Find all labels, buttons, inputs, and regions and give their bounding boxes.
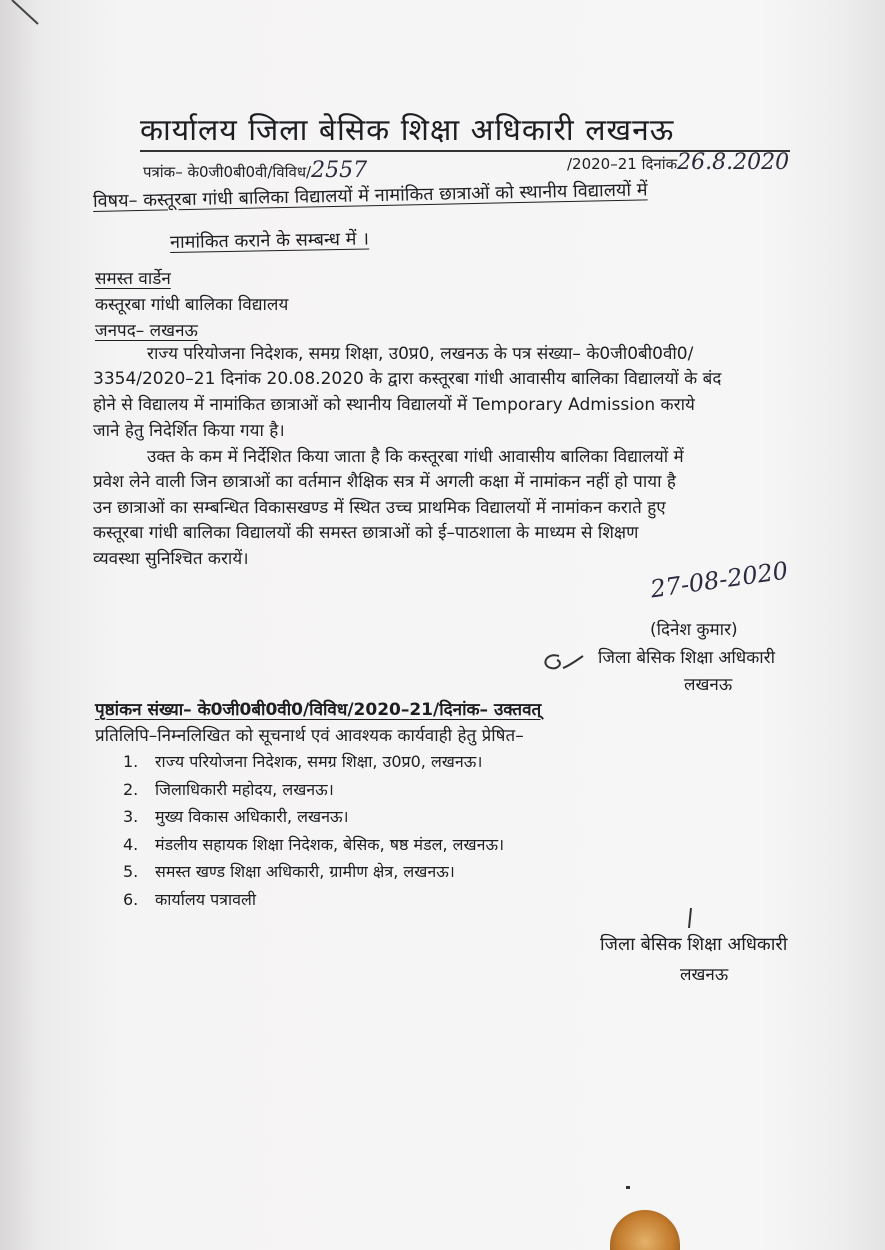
list-item: 1. राज्य परियोजना निदेशक, समग्र शिक्षा, उ0प्र0, लखनऊ। bbox=[123, 752, 483, 771]
corner-mark bbox=[0, 0, 50, 30]
copy-to-line: प्रतिलिपि–निम्नलिखित को सूचनार्थ एवं आवश्यक कार्यवाही हेतु प्रेषित– bbox=[95, 726, 524, 746]
para2-line2: प्रवेश लेने वाली जिन छात्राओं का वर्तमान शैक्षिक सत्र में अगली कक्षा में नामांकन नहीं हो पाया है bbox=[93, 472, 676, 492]
footer-place: लखनऊ bbox=[680, 965, 729, 985]
para1-line1: राज्य परियोजना निदेशक, समग्र शिक्षा, उ0प्र0, लखनऊ के पत्र संख्या– के0जी0बी0वी0/ bbox=[147, 344, 694, 364]
office-title: कार्यालय जिला बेसिक शिक्षा अधिकारी लखनऊ bbox=[140, 113, 675, 148]
addressee-line-3: जनपद– लखनऊ bbox=[95, 321, 198, 341]
signatory-name: (दिनेश कुमार) bbox=[650, 620, 738, 640]
para2-line5: व्यवस्था सुनिश्चित करायें। bbox=[93, 549, 249, 569]
handwritten-date: 26.8.2020 bbox=[677, 150, 790, 175]
subject-line-2: नामांकित कराने के सम्बन्ध में । bbox=[169, 228, 370, 253]
para2-line3: उन छात्राओं का सम्बन्धित विकासखण्ड में स्थित उच्च प्राथमिक विद्यालयों में नामांकन कराते हुए bbox=[93, 498, 666, 518]
para1-line4: जाने हेतु निदेर्शित किया गया है। bbox=[93, 421, 285, 441]
para1-line3: होने से विद्यालय में नामांकित छात्राओं को स्थानीय विद्यालयों में Temporary Admission कराये bbox=[93, 395, 695, 415]
footer-title: जिला बेसिक शिक्षा अधिकारी bbox=[600, 934, 788, 955]
endorsement-number: पृष्ठांकन संख्या– के0जी0बी0वी0/विविध/2020–21/दिनांक– उक्तवत् bbox=[95, 700, 542, 720]
subject-line-1: विषय– कस्तूरबा गांधी बालिका विद्यालयों में नामांकित छात्राओं को स्थानीय विद्यालयों में bbox=[92, 179, 648, 212]
handwritten-signature-date: 27-08-2020 bbox=[648, 556, 790, 604]
ref-prefix: पत्रांक– के0जी0बी0वी/विविध/ bbox=[143, 163, 312, 181]
letter-date bbox=[567, 150, 789, 175]
list-item: 4. मंडलीय सहायक शिक्षा निदेशक, बेसिक, षष्ठ मंडल, लखनऊ। bbox=[123, 834, 505, 854]
signatory-place: लखनऊ bbox=[684, 675, 733, 695]
initial-mark bbox=[537, 648, 587, 676]
addressee-line-2: कस्तूरबा गांधी बालिका विद्यालय bbox=[95, 295, 289, 315]
copy-recipients-list bbox=[110, 748, 504, 913]
para2-line4: कस्तूरबा गांधी बालिका विद्यालयों की समस्त छात्राओं को ई–पाठशाला के माध्यम से शिक्षण bbox=[93, 523, 639, 543]
list-item: 2. जिलाधिकारी महोदय, लखनऊ। bbox=[123, 779, 334, 799]
thumb bbox=[610, 1210, 680, 1250]
para1-line2: 3354/2020–21 दिनांक 20.08.2020 के द्वारा कस्तूरबा गांधी आवासीय बालिका विद्यालयों के बंद bbox=[93, 369, 722, 389]
list-item: 5. समस्त खण्ड शिक्षा अधिकारी, ग्रामीण क्षेत्र, लखनऊ। bbox=[123, 862, 455, 881]
list-item: 6. कार्यालय पत्रावली bbox=[123, 889, 257, 909]
signatory-title: जिला बेसिक शिक्षा अधिकारी bbox=[598, 648, 776, 668]
speck bbox=[626, 1186, 630, 1189]
handwritten-ref-number: 2557 bbox=[311, 158, 368, 183]
pen-mark bbox=[688, 908, 692, 928]
reference-number bbox=[143, 158, 367, 183]
year-date-label: /2020–21 दिनांक bbox=[567, 155, 678, 173]
addressee-line-1: समस्त वार्डेन bbox=[95, 269, 171, 289]
para2-line1: उक्त के कम में निर्देशित किया जाता है कि कस्तूरबा गांधी आवासीय बालिका विद्यालयों में bbox=[147, 447, 684, 467]
list-item: 3. मुख्य विकास अधिकारी, लखनऊ। bbox=[123, 807, 349, 826]
